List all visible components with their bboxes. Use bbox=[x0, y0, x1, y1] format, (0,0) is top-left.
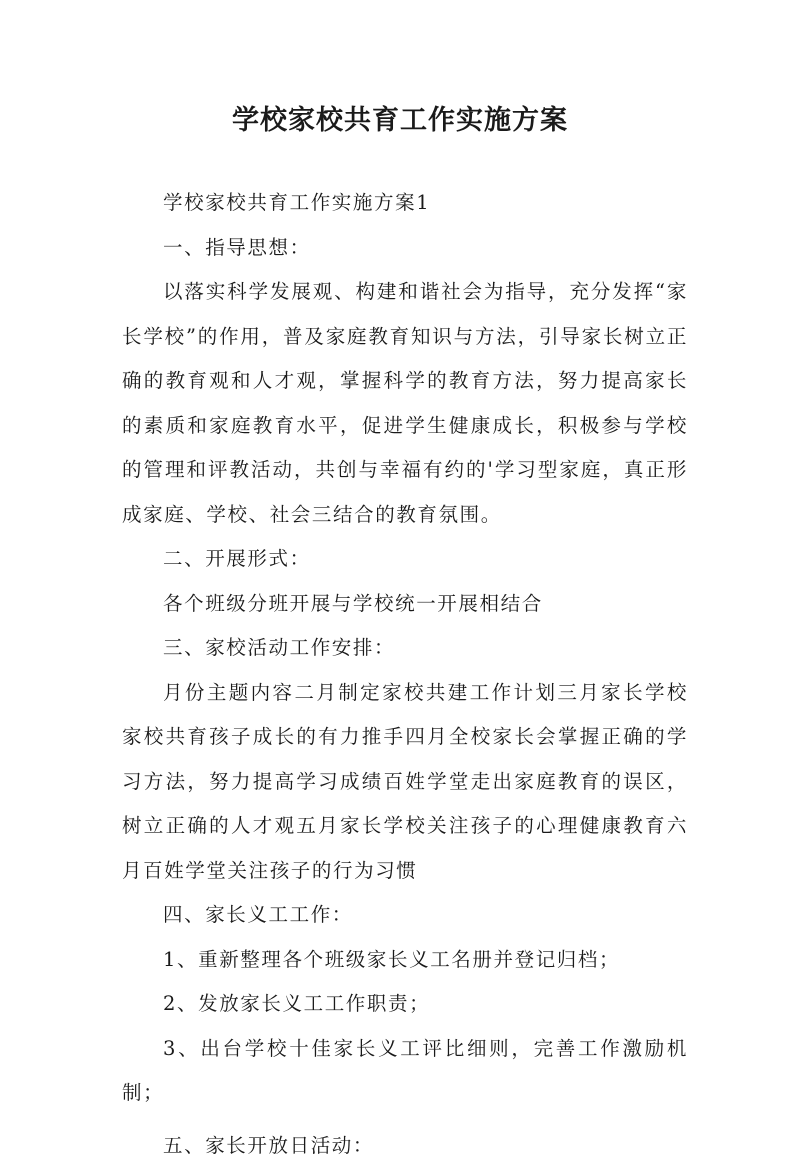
section-heading-activity-schedule: 三、家校活动工作安排： bbox=[122, 626, 688, 671]
section-heading-plan-1: 学校家校共育工作实施方案1 bbox=[122, 181, 688, 226]
section-heading-guiding-ideology: 一、指导思想： bbox=[122, 226, 688, 271]
paragraph-guiding-ideology: 以落实科学发展观、构建和谐社会为指导，充分发挥“家长学校”的作用，普及家庭教育知识与方法，引导家长树立正确的教育观和人才观，掌握科学的教育方法，努力提高家长的素质和家庭教育水平，促进学生健康成长，积极参与学校的管理和评教活动，共创与幸福有约的'学习型家庭，真正形成家庭、学校、社会三结合的教育氛围。 bbox=[122, 270, 688, 537]
section-heading-open-day: 五、家长开放日活动： bbox=[122, 1124, 688, 1168]
paragraph-activity-schedule: 月份主题内容二月制定家校共建工作计划三月家长学校家校共育孩子成长的有力推手四月全校家长会掌握正确的学习方法，努力提高学习成绩百姓学堂走出家庭教育的误区，树立正确的人才观五月家长学校关注孩子的心理健康教育六月百姓学堂关注孩子的行为习惯 bbox=[122, 671, 688, 894]
document-body bbox=[122, 181, 688, 1168]
list-item-volunteer-1: 1、重新整理各个班级家长义工名册并登记归档； bbox=[122, 938, 688, 983]
section-heading-format: 二、开展形式： bbox=[122, 537, 688, 582]
list-item-volunteer-2: 2、发放家长义工工作职责； bbox=[122, 982, 688, 1027]
section-heading-parent-volunteers: 四、家长义工工作： bbox=[122, 893, 688, 938]
paragraph-format: 各个班级分班开展与学校统一开展相结合 bbox=[122, 582, 688, 627]
list-item-volunteer-3: 3、出台学校十佳家长义工评比细则，完善工作激励机制； bbox=[122, 1027, 688, 1116]
document-title: 学校家校共育工作实施方案 bbox=[0, 98, 800, 137]
